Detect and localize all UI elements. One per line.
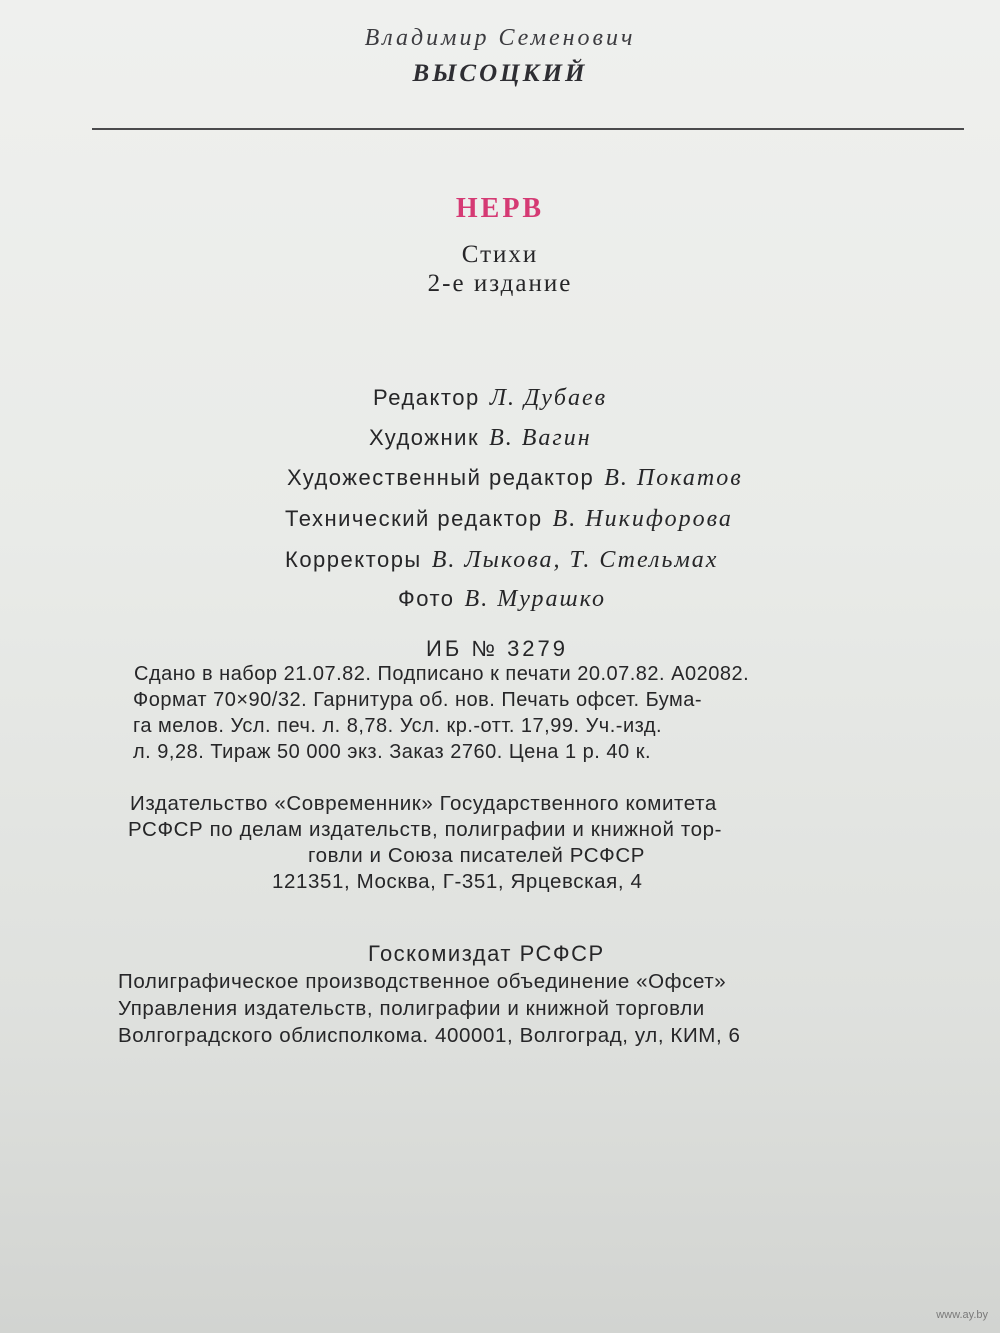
site-watermark: www.ay.by — [936, 1309, 988, 1321]
imprint-line: Формат 70×90/32. Гарнитура об. нов. Печать офсет. Бума- — [133, 689, 703, 711]
ib-number: ИБ № 3279 — [426, 636, 569, 661]
divider-rule — [92, 128, 964, 130]
credit-role: Фото — [398, 586, 455, 611]
printer-line: Полиграфическое производственное объединение «Офсет» — [118, 970, 727, 993]
book-title: НЕРВ — [455, 193, 545, 224]
credit-editor — [373, 385, 607, 412]
book-edition: 2-е издание — [427, 270, 573, 297]
credit-proofreaders — [285, 547, 718, 574]
imprint-line: Сдано в набор 21.07.82. Подписано к печати 20.07.82. А02082. — [134, 663, 750, 685]
credit-person: Л. Дубаев — [489, 385, 608, 411]
publisher-address: 121351, Москва, Г-351, Ярцевская, 4 — [272, 870, 643, 893]
credit-role: Технический редактор — [285, 506, 543, 531]
publisher-line: говли и Союза писателей РСФСР — [308, 844, 646, 867]
author-name: Владимир Семенович — [364, 25, 636, 51]
printer-heading: Госкомиздат РСФСР — [368, 941, 605, 966]
credit-role: Редактор — [373, 385, 480, 410]
credit-person: В. Вагин — [489, 425, 592, 451]
printer-line: Управления издательств, полиграфии и книжной торговли — [118, 997, 705, 1020]
credit-role: Корректоры — [285, 547, 422, 572]
publisher-line: РСФСР по делам издательств, полиграфии и книжной тор- — [128, 818, 723, 841]
credit-tech-editor — [285, 506, 733, 533]
book-subtitle: Стихи — [461, 241, 539, 268]
credit-person: В. Никифорова — [552, 506, 733, 532]
printer-address: Волгоградского облисполкома. 400001, Волгоград, ул, КИМ, 6 — [118, 1024, 741, 1047]
credit-person: В. Мурашко — [464, 586, 606, 612]
imprint-line: л. 9,28. Тираж 50 000 экз. Заказ 2760. Цена 1 р. 40 к. — [133, 741, 651, 763]
author-surname: ВЫСОЦКИЙ — [412, 60, 588, 87]
credit-role: Художник — [369, 425, 480, 450]
imprint-line: га мелов. Усл. печ. л. 8,78. Усл. кр.-отт. 17,99. Уч.-изд. — [133, 715, 663, 737]
credit-person: В. Покатов — [604, 465, 743, 491]
credit-art-editor — [287, 465, 743, 492]
credit-photo — [398, 586, 606, 613]
credit-role: Художественный редактор — [287, 465, 595, 490]
credit-artist — [369, 425, 592, 452]
credit-person: В. Лыкова, Т. Стельмах — [431, 547, 719, 573]
publisher-line: Издательство «Современник» Государственного комитета — [130, 792, 717, 815]
